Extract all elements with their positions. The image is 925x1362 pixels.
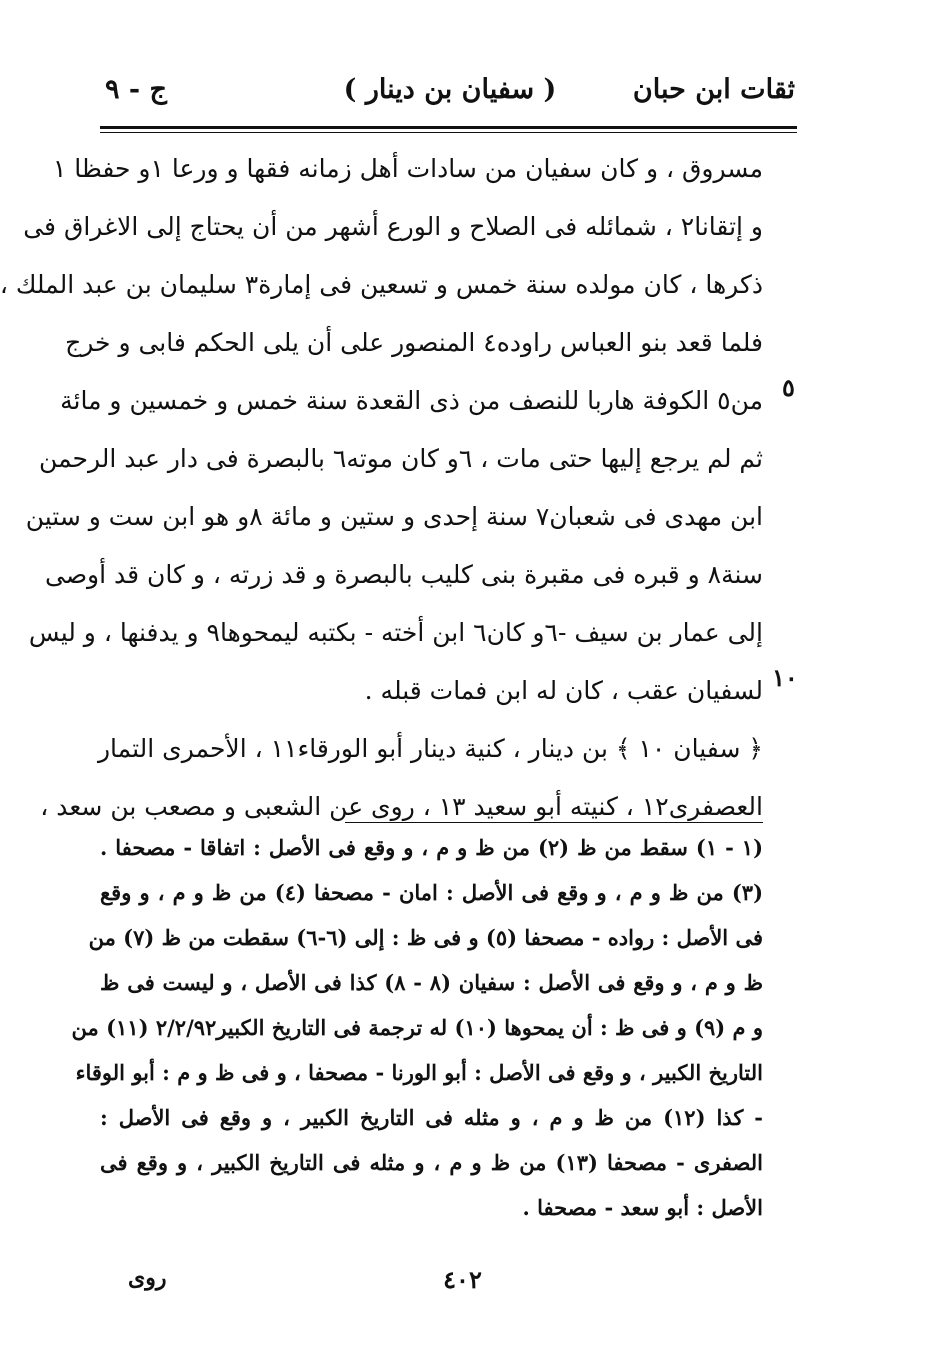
footnote-line: ظ و م ، و وقع فى الأصل : سفيان (٨ - ٨) كذا فى الأصل ، و ليست فى ظ — [100, 970, 764, 995]
page-number: ٤٠٢ — [443, 1265, 482, 1294]
footnote-line: الأصل : أبو سعد - مصحفا . — [522, 1195, 763, 1220]
footnote-line: فى الأصل : رواده - مصحفا (٥) و فى ظ : إلى (٦-٦) سقطت من ظ (٧) من — [88, 925, 763, 950]
footnote-line: (٣) من ظ و م ، و وقع فى الأصل : امان - مصحفا (٤) من ظ و م ، و وقع — [100, 880, 764, 905]
line-marker-5: ٥ — [782, 373, 795, 402]
footnote-line: - كذا (١٢) من ظ و م ، و مثله فى التاريخ الكبير ، و وقع فى الأصل : — [100, 1105, 763, 1130]
footnote-line: و م (٩) و فى ظ : أن يمحوها (١٠) له ترجمة فى التاريخ الكبير٢/٢/٩٢ (١١) من — [71, 1015, 763, 1040]
main-text — [0, 140, 763, 836]
text-line: ثم لم يرجع إليها حتى مات ، ٦و كان موته٦ بالبصرة فى دار عبد الرحمن — [39, 444, 763, 473]
footnote-line: الصفرى - مصحفا (١٣) من ظ و م ، و مثله فى التاريخ الكبير ، و وقع فى — [100, 1150, 763, 1175]
text-line: من٥ الكوفة هاربا للنصف من ذى القعدة سنة خمس و خمسين و مائة — [60, 386, 763, 415]
printer-signature: روى — [128, 1265, 167, 1291]
text-line: إلى عمار بن سيف -٦و كان٦ ابن أخته - بكتبه ليمحوها٩ و يدفنها ، و ليس — [28, 618, 763, 647]
header-rule-thick — [100, 126, 797, 129]
footnote-separator — [345, 822, 763, 823]
header-rule-thin — [100, 132, 797, 133]
footnote-line: (١ - ١) سقط من ظ (٢) من ظ و م ، و وقع فى الأصل : اتفاقا - مصحفا . — [100, 835, 764, 860]
text-line: ذكرها ، كان مولده سنة خمس و تسعين فى إمارة٣ سليمان بن عبد الملك ، — [0, 270, 763, 299]
volume-label: ج - ٩ — [105, 74, 167, 105]
text-line: مسروق ، و كان سفيان من سادات أهل زمانه فقها و ورعا ١و حفظا ١ — [52, 154, 763, 183]
text-line: سنة٨ و قبره فى مقبرة بنى كليب بالبصرة و قد زرته ، و كان قد أوصى — [44, 560, 763, 589]
text-line: ابن مهدى فى شعبان٧ سنة إحدى و ستين و مائة ٨و هو ابن ست و ستين — [25, 502, 763, 531]
book-title: ثقات ابن حبان — [632, 74, 795, 105]
line-marker-10: ١٠ — [772, 663, 798, 692]
text-line: لسفيان عقب ، كان له ابن فمات قبله . — [364, 676, 763, 705]
footnote-line: التاريخ الكبير ، و وقع فى الأصل : أبو الورنا - مصحفا ، و فى ظ و م : أبو الوقاء — [75, 1060, 763, 1085]
text-line: فلما قعد بنو العباس راوده٤ المنصور على أن يلى الحكم فابى و خرج — [65, 328, 763, 357]
footnotes — [71, 825, 764, 1230]
entry-title: ( سفيان بن دينار ) — [343, 74, 557, 105]
text-line: ﴿ سفيان ١٠ ﴾ بن دينار ، كنية دينار أبو الورقاء١١ ، الأحمرى التمار — [97, 734, 763, 763]
text-line: و إتقانا٢ ، شمائله فى الصلاح و الورع أشهر من أن يحتاج إلى الاغراق فى — [23, 212, 763, 241]
text-line: العصفرى١٢ ، كنيته أبو سعيد ١٣ ، روى عن الشعبى و مصعب بن سعد ، — [40, 792, 763, 821]
page-header — [105, 74, 795, 122]
